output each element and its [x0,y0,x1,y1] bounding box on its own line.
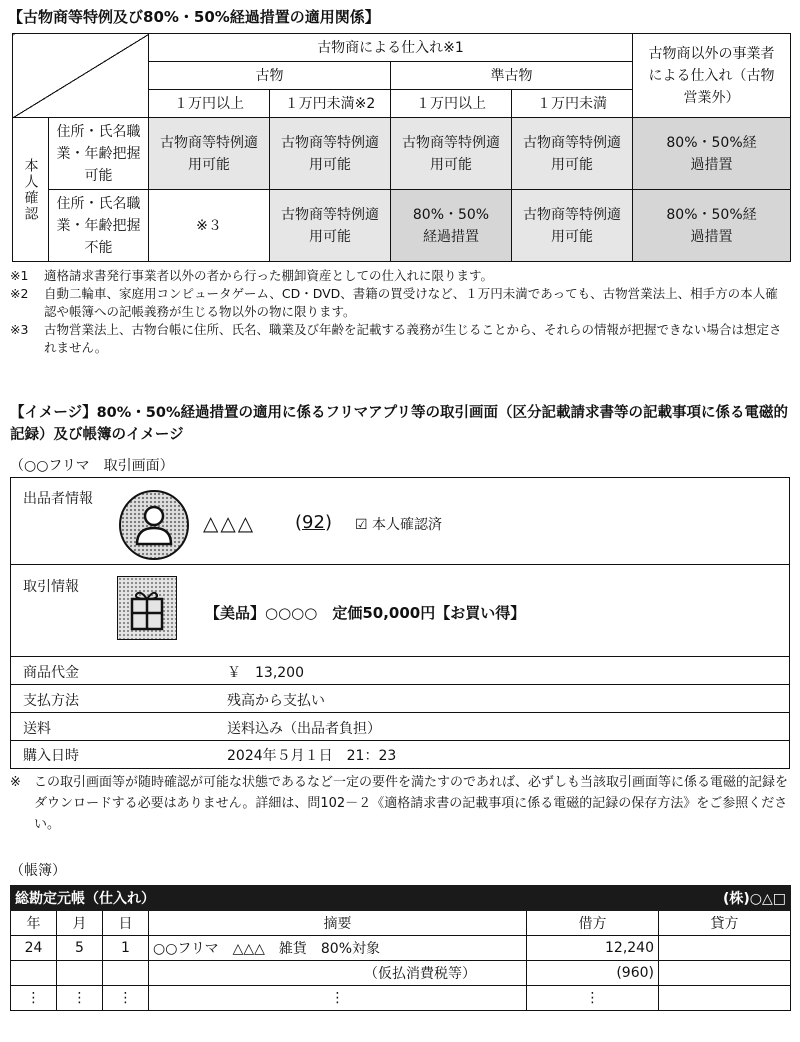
gift-icon [117,576,177,640]
verified-badge: ☑ 本人確認済 [355,517,443,533]
table-row [11,961,791,986]
section1-title: 【古物商等特例及び80%・50%経過措置の適用関係】 [8,8,380,26]
screen-note: ※ この取引画面等が随時確認が可能な状態であるなど一定の要件を満たすのであれば、必ずしも当該取引画面等に係る電磁的記録をダウンロードする必要はありません。詳細は、問102－２《適格請求書の記載事項に係る電磁的記録の保存方法》をご参照ください。 [10,775,789,832]
cell-credit [659,936,791,961]
seller-avatar-icon [119,490,189,560]
col2-header: １万円未満※2 [270,90,391,118]
cell-year: 24 [11,936,57,961]
ledger-label: （帳簿） [10,863,66,879]
kobutsusho-header: 古物商による仕入れ※1 [149,34,633,62]
row2-label: 住所・氏名職業・年齢把握不能 [49,190,149,262]
row1-cell: 古物商等特例適用可能 [512,118,633,190]
col-header-month: 月 [57,911,103,936]
dots: ⋮ [527,986,659,1011]
row2-cell: 80%・50%経過措置 [633,190,791,262]
junkobutsu-header: 準古物 [391,62,633,90]
col3-header: １万円以上 [391,90,512,118]
cell-month: 5 [57,936,103,961]
ledger-company: (株)○△□ [527,886,791,911]
table-row [11,936,791,961]
dots: ⋮ [11,986,57,1011]
col4-header: １万円未満 [512,90,633,118]
note-3: ※3 古物営業法上、古物台帳に住所、氏名、職業及び年齢を記載する義務が生じることから、それらの情報が把握できない場合は想定されません。 [10,322,782,355]
dots: ⋮ [57,986,103,1011]
notes [10,267,790,357]
dots: ⋮ [103,986,149,1011]
dots: ⋮ [149,986,527,1011]
price-value: ￥ 13,200 [227,665,304,681]
cell-desc: ○○フリマ △△△ 雑貨 80%対象 [149,936,527,961]
divider [11,740,789,741]
cell-desc: （仮払消費税等） [149,961,527,986]
col-header-desc: 摘要 [149,911,527,936]
divider [11,712,789,713]
row1-label: 住所・氏名職業・年齢把握可能 [49,118,149,190]
row2-cell: 80%・50%経過措置 [391,190,512,262]
divider [11,564,789,565]
row2-cell: 古物商等特例適用可能 [270,190,391,262]
shipping-label: 送料 [23,721,51,737]
section2-title: 【イメージ】80%・50%経過措置の適用に係るフリマアプリ等の取引画面（区分記載請求書等の記載事項に係る電磁的記録）及び帳簿のイメージ [10,405,789,443]
kobutsu-header: 古物 [149,62,391,90]
diagonal-header-cell [13,34,149,118]
other-header: 古物商以外の事業者による仕入れ（古物営業外） [633,34,791,118]
divider [11,684,789,685]
ledger-table [10,885,791,1011]
col-header-day: 日 [103,911,149,936]
row1-cell: 古物商等特例適用可能 [149,118,270,190]
note-2: ※2 自動二輪車、家庭用コンピュータゲーム、CD・DVD、書籍の買受けなど、１万円未満であっても、古物営業法上、相手方の本人確認や帳簿への記帳義務が生じる物以外の物に限ります。 [10,286,778,319]
seller-name: △△△ [203,511,256,535]
row2-cell: 古物商等特例適用可能 [512,190,633,262]
item-title[interactable]: 【美品】○○○○ 定価50,000円【お買い得】 [205,604,526,622]
note-1: ※1 適格請求書発行事業者以外の者から行った棚卸資産としての仕入れに限ります。 [10,268,494,283]
col-header-credit: 貸方 [659,911,791,936]
ledger-title: 総勘定元帳（仕入れ） [11,886,527,911]
shipping-value: 送料込み（出品者負担） [227,721,381,737]
divider [11,656,789,657]
trade-screen [10,477,790,769]
col-header-year: 年 [11,911,57,936]
payment-value: 残高から支払い [227,693,325,709]
seller-score[interactable]: (92) [295,512,332,533]
cell-day: 1 [103,936,149,961]
payment-label: 支払方法 [23,693,79,709]
date-value: 2024年５月１日 21：23 [227,748,397,764]
table-row [11,986,791,1011]
row2-cell: ※３ [149,190,270,262]
date-label: 購入日時 [23,748,79,764]
price-label: 商品代金 [23,665,79,681]
seller-label: 出品者情報 [23,491,93,507]
cell-debit: (960) [527,961,659,986]
checkbox-icon: ☑ [355,517,373,533]
trade-label: 取引情報 [23,579,79,595]
row1-cell: 80%・50%経過措置 [633,118,791,190]
col1-header: １万円以上 [149,90,270,118]
screen-label: （○○フリマ 取引画面） [10,458,174,474]
row1-cell: 古物商等特例適用可能 [270,118,391,190]
cell-debit: 12,240 [527,936,659,961]
row1-cell: 古物商等特例適用可能 [391,118,512,190]
application-table [12,33,791,262]
col-header-debit: 借方 [527,911,659,936]
row-group-label: 本人確認 [13,118,49,262]
